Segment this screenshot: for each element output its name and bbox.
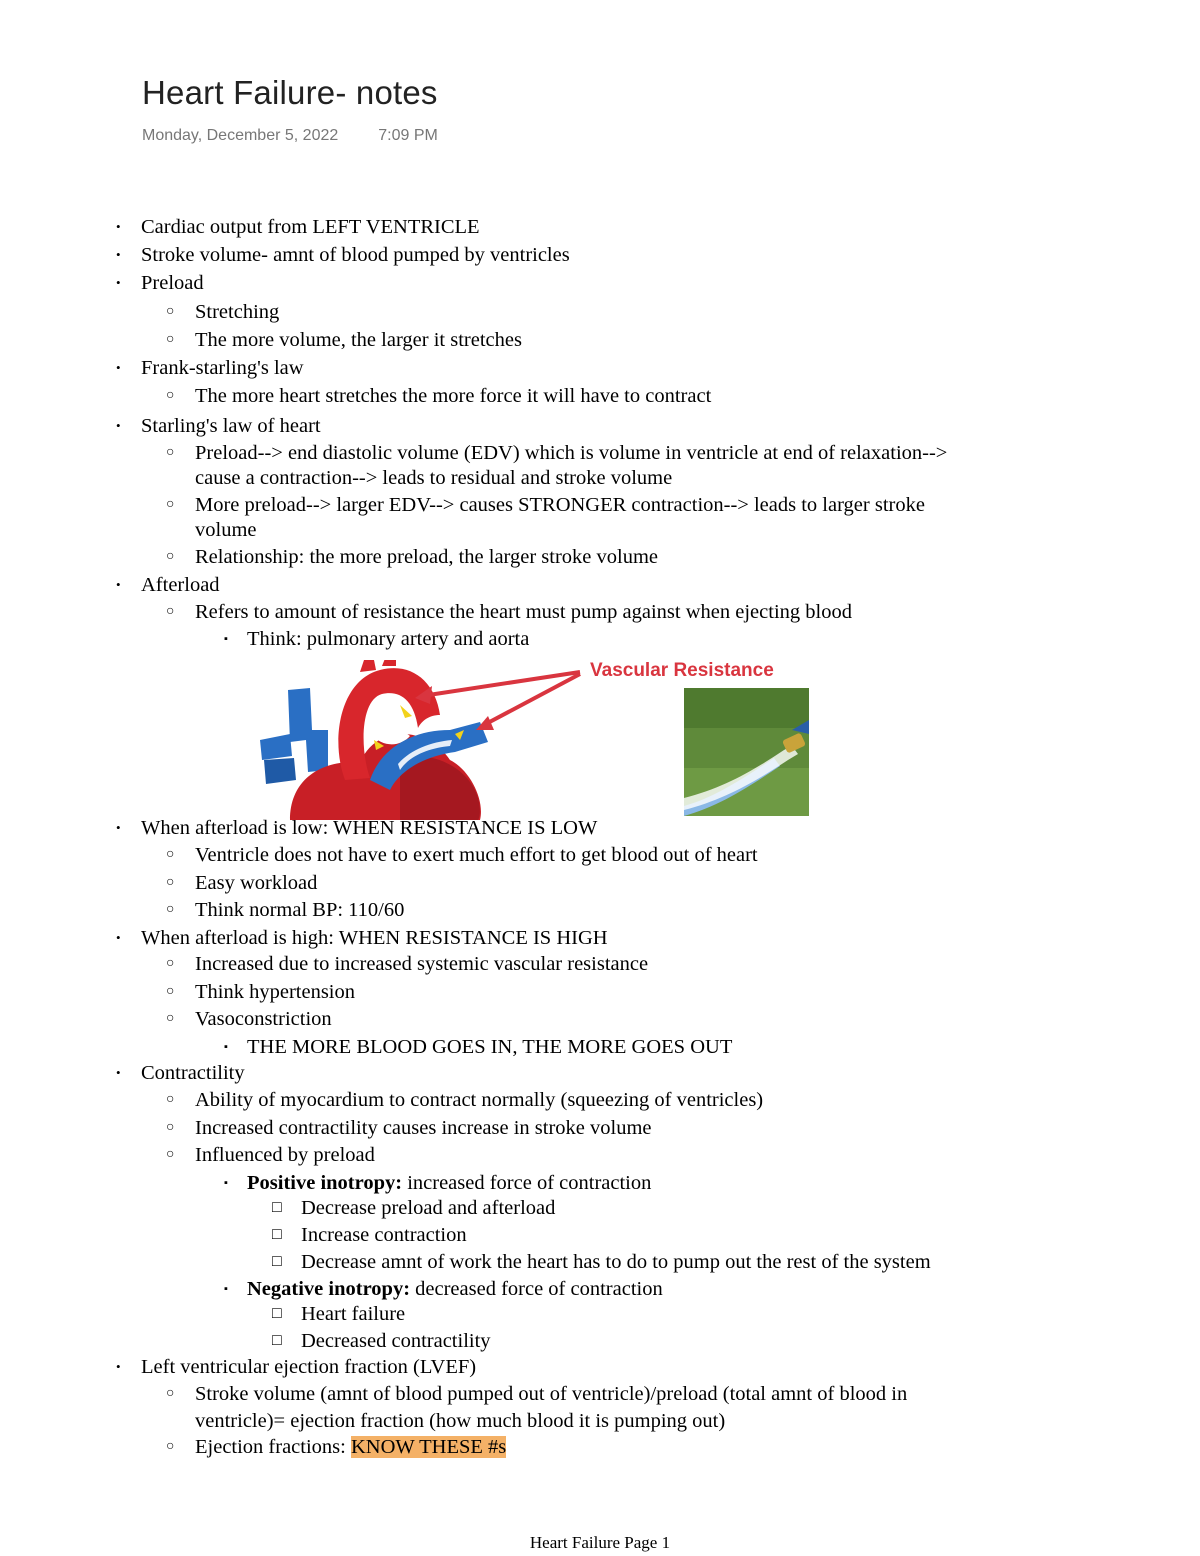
- bullet: •: [116, 930, 121, 945]
- heart-anatomy-image: [250, 660, 590, 820]
- bullet: ○: [166, 902, 175, 917]
- list-item: When afterload is high: WHEN RESISTANCE IS HIGH: [141, 927, 608, 949]
- list-item: Preload: [141, 272, 204, 294]
- bullet: •: [116, 360, 121, 375]
- negative-inotropy-label: Negative inotropy:: [247, 1278, 411, 1300]
- list-item: Easy workload: [195, 872, 318, 894]
- list-item: Influenced by preload: [195, 1144, 375, 1166]
- bullet: ○: [166, 875, 175, 890]
- list-item: [195, 1435, 506, 1459]
- list-item: Think: pulmonary artery and aorta: [247, 628, 530, 650]
- list-item: Stroke volume (amnt of blood pumped out of ventricle)/preload (total amnt of blood in: [195, 1383, 908, 1405]
- list-item: Decrease amnt of work the heart has to do to pump out the rest of the system: [301, 1251, 931, 1273]
- bullet: ○: [166, 445, 175, 460]
- garden-hose-image: [684, 688, 809, 816]
- bullet: ○: [166, 604, 175, 619]
- positive-inotropy-text: increased force of contraction: [402, 1172, 652, 1194]
- bullet: ○: [166, 1147, 175, 1162]
- list-item: Increase contraction: [301, 1224, 467, 1246]
- list-item: Afterload: [141, 574, 220, 596]
- bullet: •: [116, 418, 121, 433]
- page-footer: Heart Failure Page 1: [529, 1533, 671, 1552]
- list-item: Frank-starling's law: [141, 357, 304, 379]
- bullet: ○: [166, 388, 175, 403]
- bullet: □: [272, 1199, 282, 1216]
- bullet: ○: [166, 497, 175, 512]
- page-date: Monday, December 5, 2022: [142, 127, 339, 144]
- list-item: [247, 1277, 663, 1301]
- know-these-highlight: KNOW THESE #s: [350, 1436, 507, 1458]
- page-time: 7:09 PM: [378, 127, 438, 144]
- bullet: •: [116, 820, 121, 835]
- vascular-resistance-label: Vascular Resistance: [590, 660, 774, 681]
- page-meta: [142, 127, 438, 145]
- bullet: ○: [166, 1386, 175, 1401]
- list-item: Stroke volume- amnt of blood pumped by ventricles: [141, 244, 570, 266]
- page-title: Heart Failure- notes: [142, 74, 438, 111]
- list-item: Left ventricular ejection fraction (LVEF): [141, 1356, 477, 1378]
- bullet: ○: [166, 304, 175, 319]
- list-item: Decreased contractility: [301, 1330, 491, 1352]
- bullet: ○: [166, 984, 175, 999]
- list-item: Ventricle does not have to exert much effort to get blood out of heart: [195, 844, 758, 866]
- bullet: ○: [166, 332, 175, 347]
- bullet: •: [116, 275, 121, 290]
- list-item: The more heart stretches the more force it will have to contract: [195, 385, 712, 407]
- bullet: ○: [166, 549, 175, 564]
- list-item: The more volume, the larger it stretches: [195, 329, 522, 351]
- list-item: Cardiac output from LEFT VENTRICLE: [141, 216, 480, 238]
- bullet: •: [116, 219, 121, 234]
- bullet: □: [272, 1253, 282, 1270]
- bullet: •: [116, 1359, 121, 1374]
- list-item: Contractility: [141, 1062, 245, 1084]
- list-item: Stretching: [195, 301, 280, 323]
- list-item: Think hypertension: [195, 981, 355, 1003]
- bullet: ○: [166, 1011, 175, 1026]
- bullet: ○: [166, 847, 175, 862]
- list-item: Decrease preload and afterload: [301, 1197, 556, 1219]
- list-item: [247, 1171, 651, 1195]
- list-item: Think normal BP: 110/60: [195, 899, 405, 921]
- bullet: ▪: [224, 1041, 228, 1053]
- bullet: ○: [166, 956, 175, 971]
- list-item: Increased contractility causes increase in stroke volume: [195, 1117, 652, 1139]
- bullet: ▪: [224, 1283, 228, 1295]
- list-item: Preload--> end diastolic volume (EDV) which is volume in ventricle at end of relaxation-->: [195, 442, 948, 464]
- bullet: ○: [166, 1092, 175, 1107]
- list-item: THE MORE BLOOD GOES IN, THE MORE GOES OUT: [247, 1036, 733, 1058]
- list-item-continuation: cause a contraction--> leads to residual and stroke volume: [195, 467, 673, 489]
- list-item: When afterload is low: WHEN RESISTANCE IS LOW: [141, 817, 598, 839]
- bullet: ▪: [224, 1177, 228, 1189]
- list-item-continuation: ventricle)= ejection fraction (how much blood it is pumping out): [195, 1410, 726, 1432]
- list-item: Refers to amount of resistance the heart must pump against when ejecting blood: [195, 601, 852, 623]
- bullet: •: [116, 577, 121, 592]
- bullet: ○: [166, 1120, 175, 1135]
- bullet: □: [272, 1226, 282, 1243]
- list-item: More preload--> larger EDV--> causes STRONGER contraction--> leads to larger stroke: [195, 494, 925, 516]
- positive-inotropy-label: Positive inotropy:: [247, 1172, 403, 1194]
- bullet: •: [116, 247, 121, 262]
- list-item: Ability of myocardium to contract normally (squeezing of ventricles): [195, 1089, 764, 1111]
- bullet: □: [272, 1332, 282, 1349]
- bullet: ○: [166, 1439, 175, 1454]
- list-item: Vasoconstriction: [195, 1008, 332, 1030]
- bullet: □: [272, 1305, 282, 1322]
- list-item: Heart failure: [301, 1303, 406, 1325]
- bullet: ▪: [224, 633, 228, 645]
- list-item: Relationship: the more preload, the larger stroke volume: [195, 546, 659, 568]
- bullet: •: [116, 1065, 121, 1080]
- ejection-fractions-label: Ejection fractions:: [195, 1436, 351, 1458]
- negative-inotropy-text: decreased force of contraction: [410, 1278, 663, 1300]
- list-item: Starling's law of heart: [141, 415, 321, 437]
- list-item: Increased due to increased systemic vascular resistance: [195, 953, 649, 975]
- list-item-continuation: volume: [195, 519, 257, 541]
